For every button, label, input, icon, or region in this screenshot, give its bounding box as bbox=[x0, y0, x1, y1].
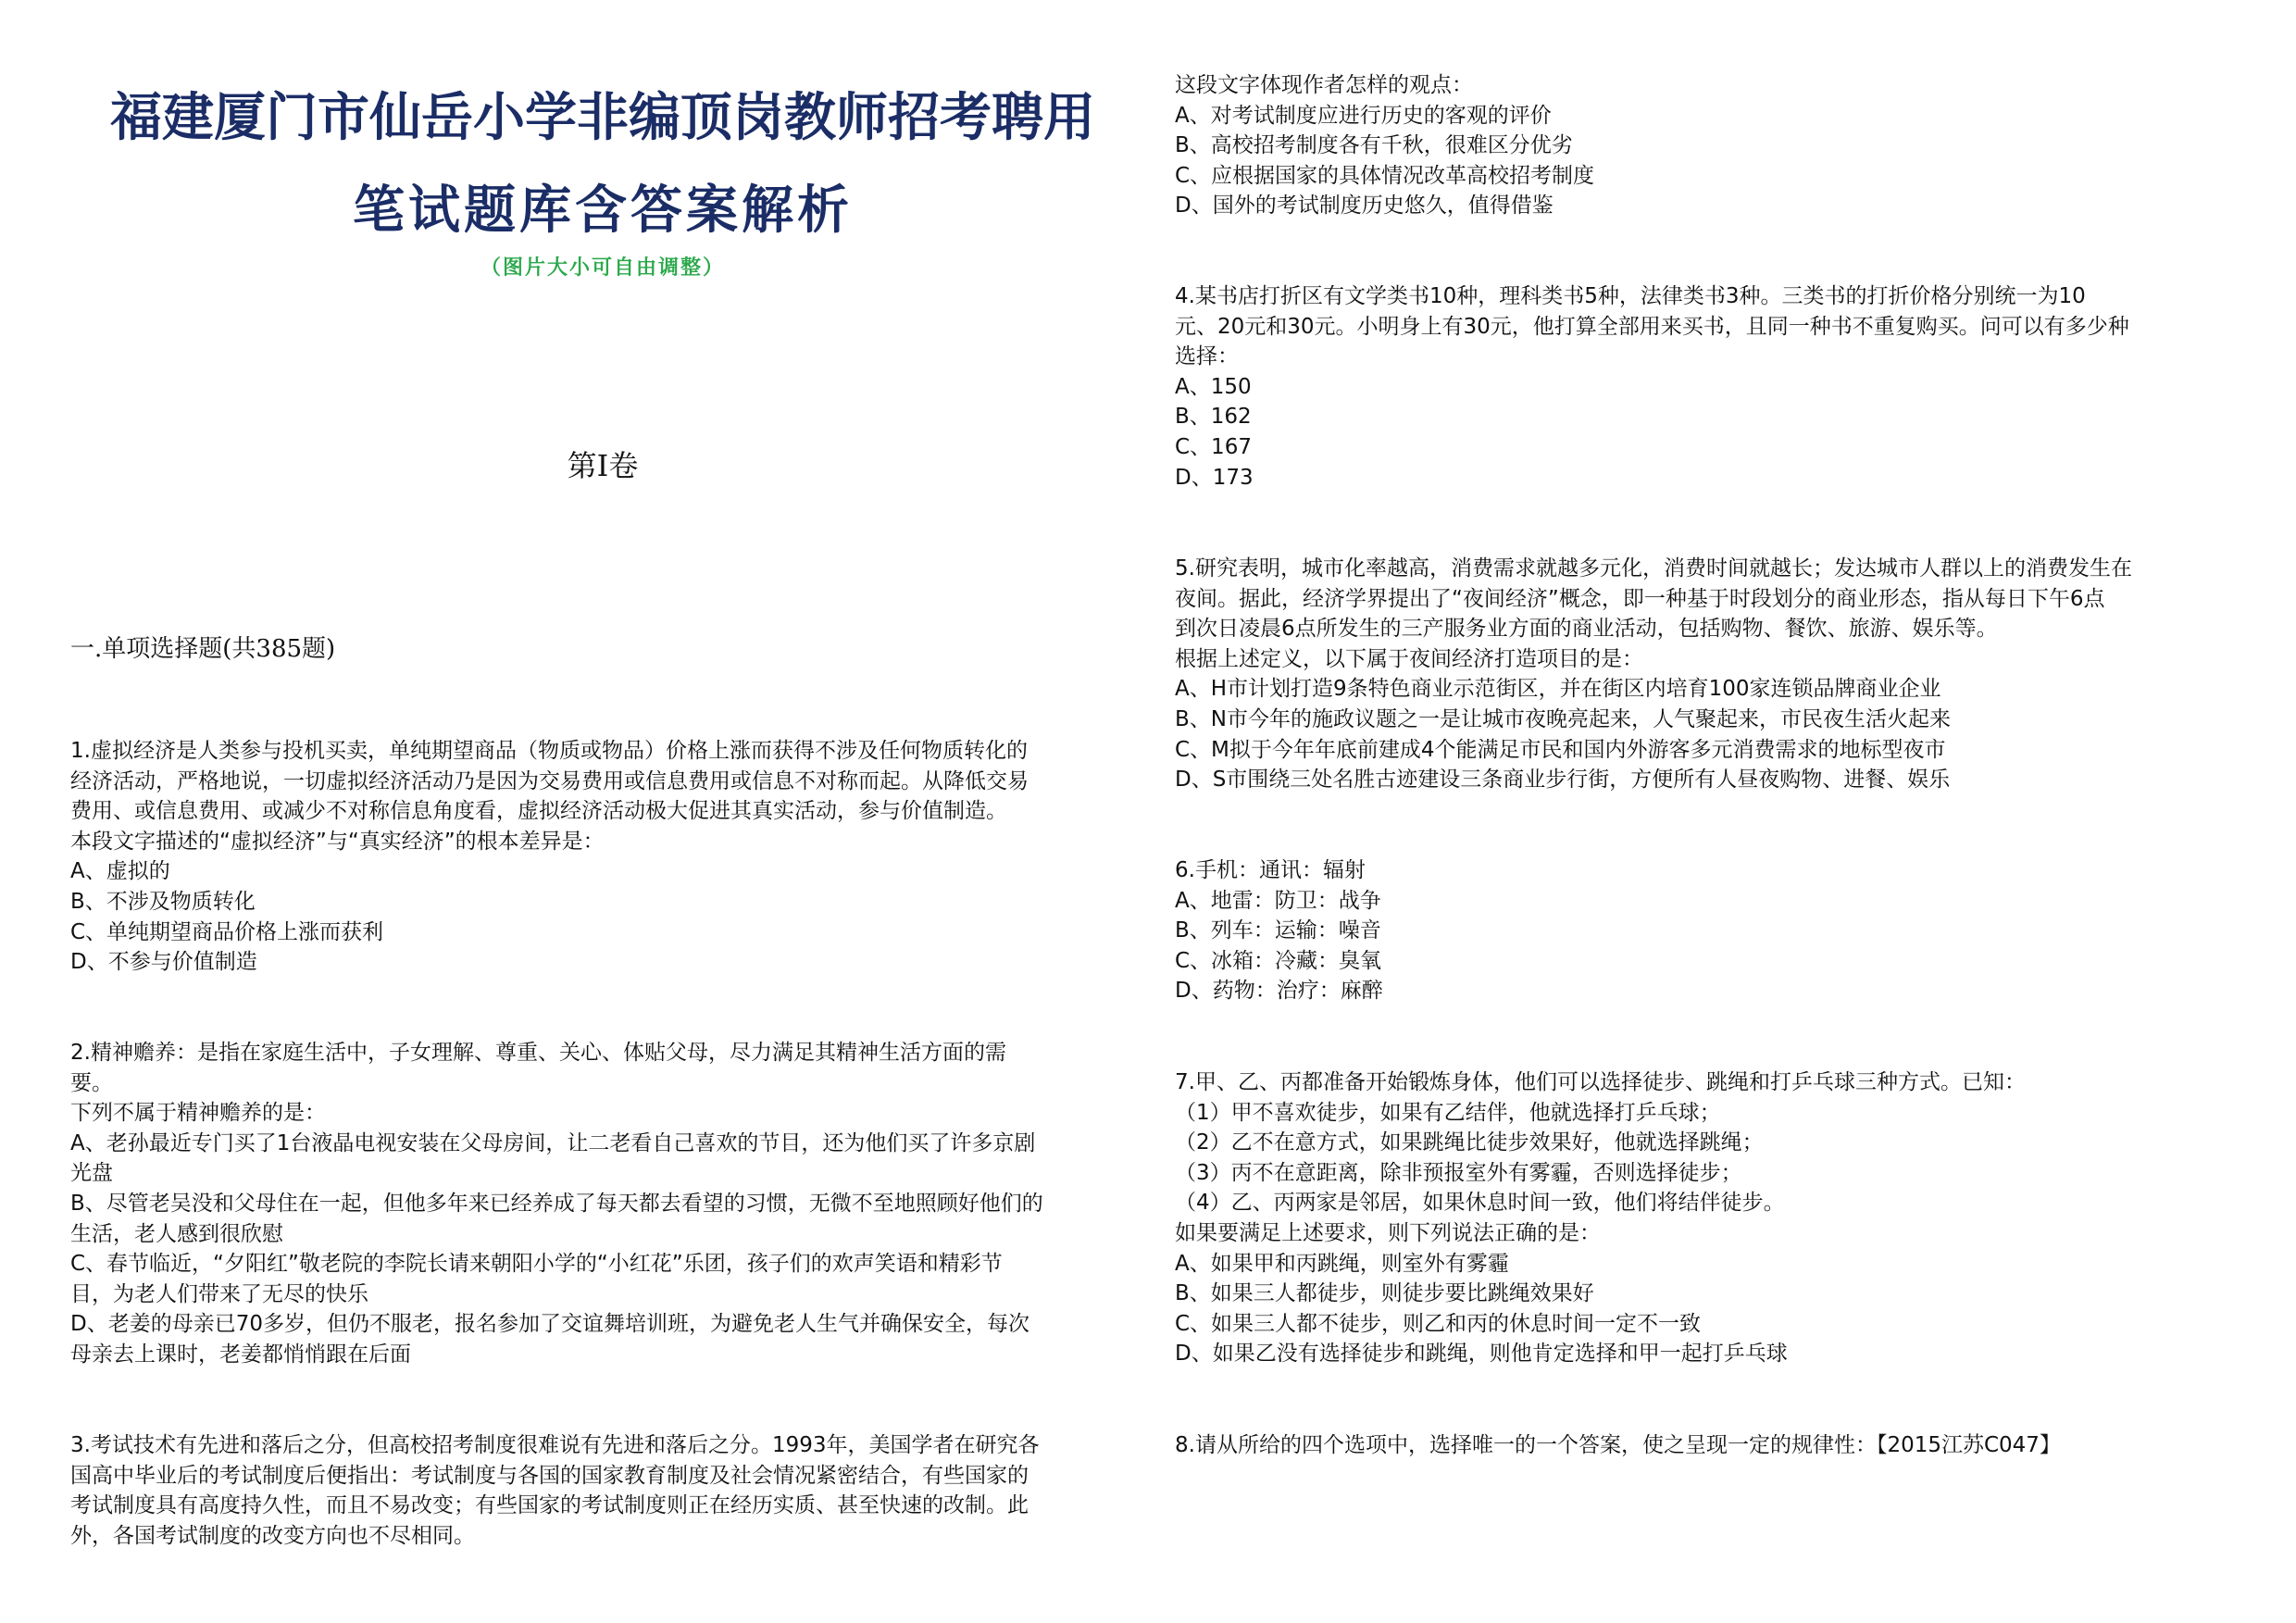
question-text-line: 光盘 bbox=[70, 1161, 113, 1186]
question-text-line: （2）乙不在意方式，如果跳绳比徒步效果好，他就选择跳绳； bbox=[1175, 1130, 1764, 1155]
answer-option: C、春节临近，“夕阳红”敬老院的李院长请来朝阳小学的“小红花”乐团，孩子们的欢声笑语和精彩节 bbox=[70, 1252, 1003, 1277]
answer-option: D、173 bbox=[1175, 465, 1254, 490]
question-text-line: 目，为老人们带来了无尽的快乐 bbox=[70, 1281, 368, 1306]
question-text-line: 这段文字体现作者怎样的观点： bbox=[1175, 73, 1473, 97]
answer-option: D、如果乙没有选择徒步和跳绳，则他肯定选择和甲一起打乒乓球 bbox=[1175, 1342, 1788, 1367]
question-block-q6 bbox=[1175, 855, 1383, 1006]
question-block-q7 bbox=[1175, 1067, 2026, 1369]
question-text-line: 1.虚拟经济是人类参与投机买卖，单纯期望商品（物质或物品）价格上涨而获得不涉及任何物质转化的 bbox=[70, 739, 1028, 763]
answer-option: A、对考试制度应进行历史的客观的评价 bbox=[1175, 103, 1552, 128]
question-text-line: 国高中毕业后的考试制度后便指出：考试制度与各国的国家教育制度及社会情况紧密结合，有些国家的 bbox=[70, 1463, 1029, 1488]
question-text-line: 要。 bbox=[70, 1070, 113, 1095]
answer-option: A、如果甲和丙跳绳，则室外有雾霾 bbox=[1175, 1251, 1509, 1276]
question-text-line: 8.请从所给的四个选项中，选择唯一的一个答案，使之呈现一定的规律性：【2015江苏C047】 bbox=[1175, 1433, 2061, 1457]
question-text-line: 到次日凌晨6点所发生的三产服务业方面的商业活动，包括购物、餐饮、旅游、娱乐等。 bbox=[1175, 617, 1998, 642]
question-text-line: 2.精神赡养：是指在家庭生活中，子女理解、尊重、关心、体贴父母，尽力满足其精神生活方面的需 bbox=[70, 1041, 1006, 1065]
answer-option: A、150 bbox=[1175, 374, 1252, 399]
question-text-line: 下列不属于精神赡养的是： bbox=[70, 1101, 326, 1126]
answer-option: A、老孙最近专门买了1台液晶电视安装在父母房间，让二老看自己喜欢的节目，还为他们买了许多京剧 bbox=[70, 1130, 1036, 1155]
answer-option: C、应根据国家的具体情况改革高校招考制度 bbox=[1175, 163, 1595, 188]
answer-option: C、冰箱：冷藏：臭氧 bbox=[1175, 948, 1382, 973]
question-text-line: 4.某书店打折区有文学类书10种，理科类书5种，法律类书3种。三类书的打折价格分别统一为10 bbox=[1175, 284, 2086, 308]
question-text-line: 本段文字描述的“虚拟经济”与“真实经济”的根本差异是： bbox=[70, 829, 605, 854]
section-heading: 一.单项选择题(共385题) bbox=[70, 635, 336, 663]
question-text-line: 5.研究表明，城市化率越高，消费需求就越多元化，消费时间就越长；发达城市人群以上的消费发生在 bbox=[1175, 556, 2132, 581]
document-title-line-2: 笔试题库含答案解析 bbox=[353, 180, 853, 241]
answer-option: D、不参与价值制造 bbox=[70, 950, 257, 975]
question-block-q5 bbox=[1175, 554, 2132, 795]
question-text-line: 7.甲、乙、丙都准备开始锻炼身体，他们可以选择徒步、跳绳和打乒乓球三种方式。已知： bbox=[1175, 1070, 2026, 1094]
answer-option: C、M拟于今年年底前建成4个能满足市民和国内外游客多元消费需求的地标型夜市 bbox=[1175, 737, 1946, 762]
question-text-line: 选择： bbox=[1175, 344, 1239, 369]
question-text-line: （1）甲不喜欢徒步，如果有乙结伴，他就选择打乒乓球； bbox=[1175, 1100, 1721, 1125]
question-block-q2 bbox=[70, 1038, 1043, 1370]
answer-option: B、高校招考制度各有千秋，很难区分优劣 bbox=[1175, 133, 1573, 158]
question-text-line: 元、20元和30元。小明身上有30元，他打算全部用来买书，且同一种书不重复购买。问可以有多少种 bbox=[1175, 314, 2129, 339]
question-text-line: 外，各国考试制度的改变方向也不尽相同。 bbox=[70, 1523, 475, 1548]
answer-option: C、单纯期望商品价格上涨而获利 bbox=[70, 919, 384, 944]
answer-option: A、虚拟的 bbox=[70, 859, 170, 884]
document-title-line-1: 福建厦门市仙岳小学非编顶岗教师招考聘用 bbox=[110, 87, 1095, 148]
question-text-line: （4）乙、丙两家是邻居，如果休息时间一致，他们将结伴徒步。 bbox=[1175, 1191, 1785, 1216]
question-text-line: 考试制度具有高度持久性，而且不易改变；有些国家的考试制度则正在经历实质、甚至快速的改制。此 bbox=[70, 1493, 1029, 1518]
question-text-line: 夜间。据此，经济学界提出了“夜间经济”概念，即一种基于时段划分的商业形态，指从每日下午6点 bbox=[1175, 586, 2105, 611]
answer-option: C、如果三人都不徒步，则乙和丙的休息时间一定不一致 bbox=[1175, 1311, 1702, 1336]
question-block-q3 bbox=[70, 1430, 1039, 1551]
question-text-line: 费用、或信息费用、或减少不对称信息角度看，虚拟经济活动极大促进其真实活动，参与价值制造。 bbox=[70, 799, 1007, 824]
answer-option: B、N市今年的施政议题之一是让城市夜晚亮起来，人气聚起来，市民夜生活火起来 bbox=[1175, 706, 1951, 731]
volume-heading: 第Ⅰ卷 bbox=[567, 448, 639, 483]
answer-option: B、如果三人都徒步，则徒步要比跳绳效果好 bbox=[1175, 1281, 1594, 1306]
question-block-q4 bbox=[1175, 281, 2129, 493]
answer-option: D、国外的考试制度历史悠久，值得借鉴 bbox=[1175, 194, 1554, 218]
answer-option: D、S市围绕三处名胜古迹建设三条商业步行街，方便所有人昼夜购物、进餐、娱乐 bbox=[1175, 768, 1951, 793]
document-subtitle: （图片大小可自由调整） bbox=[480, 256, 725, 280]
answer-option: D、药物：治疗：麻醉 bbox=[1175, 979, 1383, 1004]
answer-option: A、H市计划打造9条特色商业示范街区，并在街区内培育100家连锁品牌商业企业 bbox=[1175, 677, 1941, 702]
question-block-q8 bbox=[1175, 1430, 2061, 1461]
answer-option: D、老姜的母亲已70多岁，但仍不服老，报名参加了交谊舞培训班，为避免老人生气并确保安全，每次 bbox=[70, 1312, 1029, 1337]
question-text-line: 生活，老人感到很欣慰 bbox=[70, 1221, 283, 1246]
question-text-line: 根据上述定义，以下属于夜间经济打造项目的是： bbox=[1175, 646, 1643, 671]
answer-option: B、162 bbox=[1175, 405, 1252, 430]
question-text-line: 6.手机：通讯：辐射 bbox=[1175, 858, 1366, 882]
question-text-line: 3.考试技术有先进和落后之分，但高校招考制度很难说有先进和落后之分。1993年，美国学者在研究各 bbox=[70, 1433, 1040, 1457]
answer-option: B、列车：运输：噪音 bbox=[1175, 918, 1381, 943]
question-text-line: （3）丙不在意距离，除非预报室外有雾霾，否则选择徒步； bbox=[1175, 1160, 1742, 1185]
question-text-line: 经济活动，严格地说，一切虚拟经济活动乃是因为交易费用或信息费用或信息不对称而起。从降低交易 bbox=[70, 768, 1029, 793]
question-block-q3-cont bbox=[1175, 70, 1594, 221]
answer-option: C、167 bbox=[1175, 434, 1252, 459]
question-block-q1 bbox=[70, 736, 1029, 978]
answer-option: B、不涉及物质转化 bbox=[70, 889, 256, 914]
answer-option: A、地雷：防卫：战争 bbox=[1175, 888, 1381, 913]
question-text-line: 如果要满足上述要求，则下列说法正确的是： bbox=[1175, 1220, 1601, 1245]
question-text-line: 母亲去上课时，老姜都悄悄跟在后面 bbox=[70, 1342, 411, 1367]
answer-option: B、尽管老吴没和父母住在一起，但他多年来已经养成了每天都去看望的习惯，无微不至地照顾好他们的 bbox=[70, 1191, 1043, 1216]
